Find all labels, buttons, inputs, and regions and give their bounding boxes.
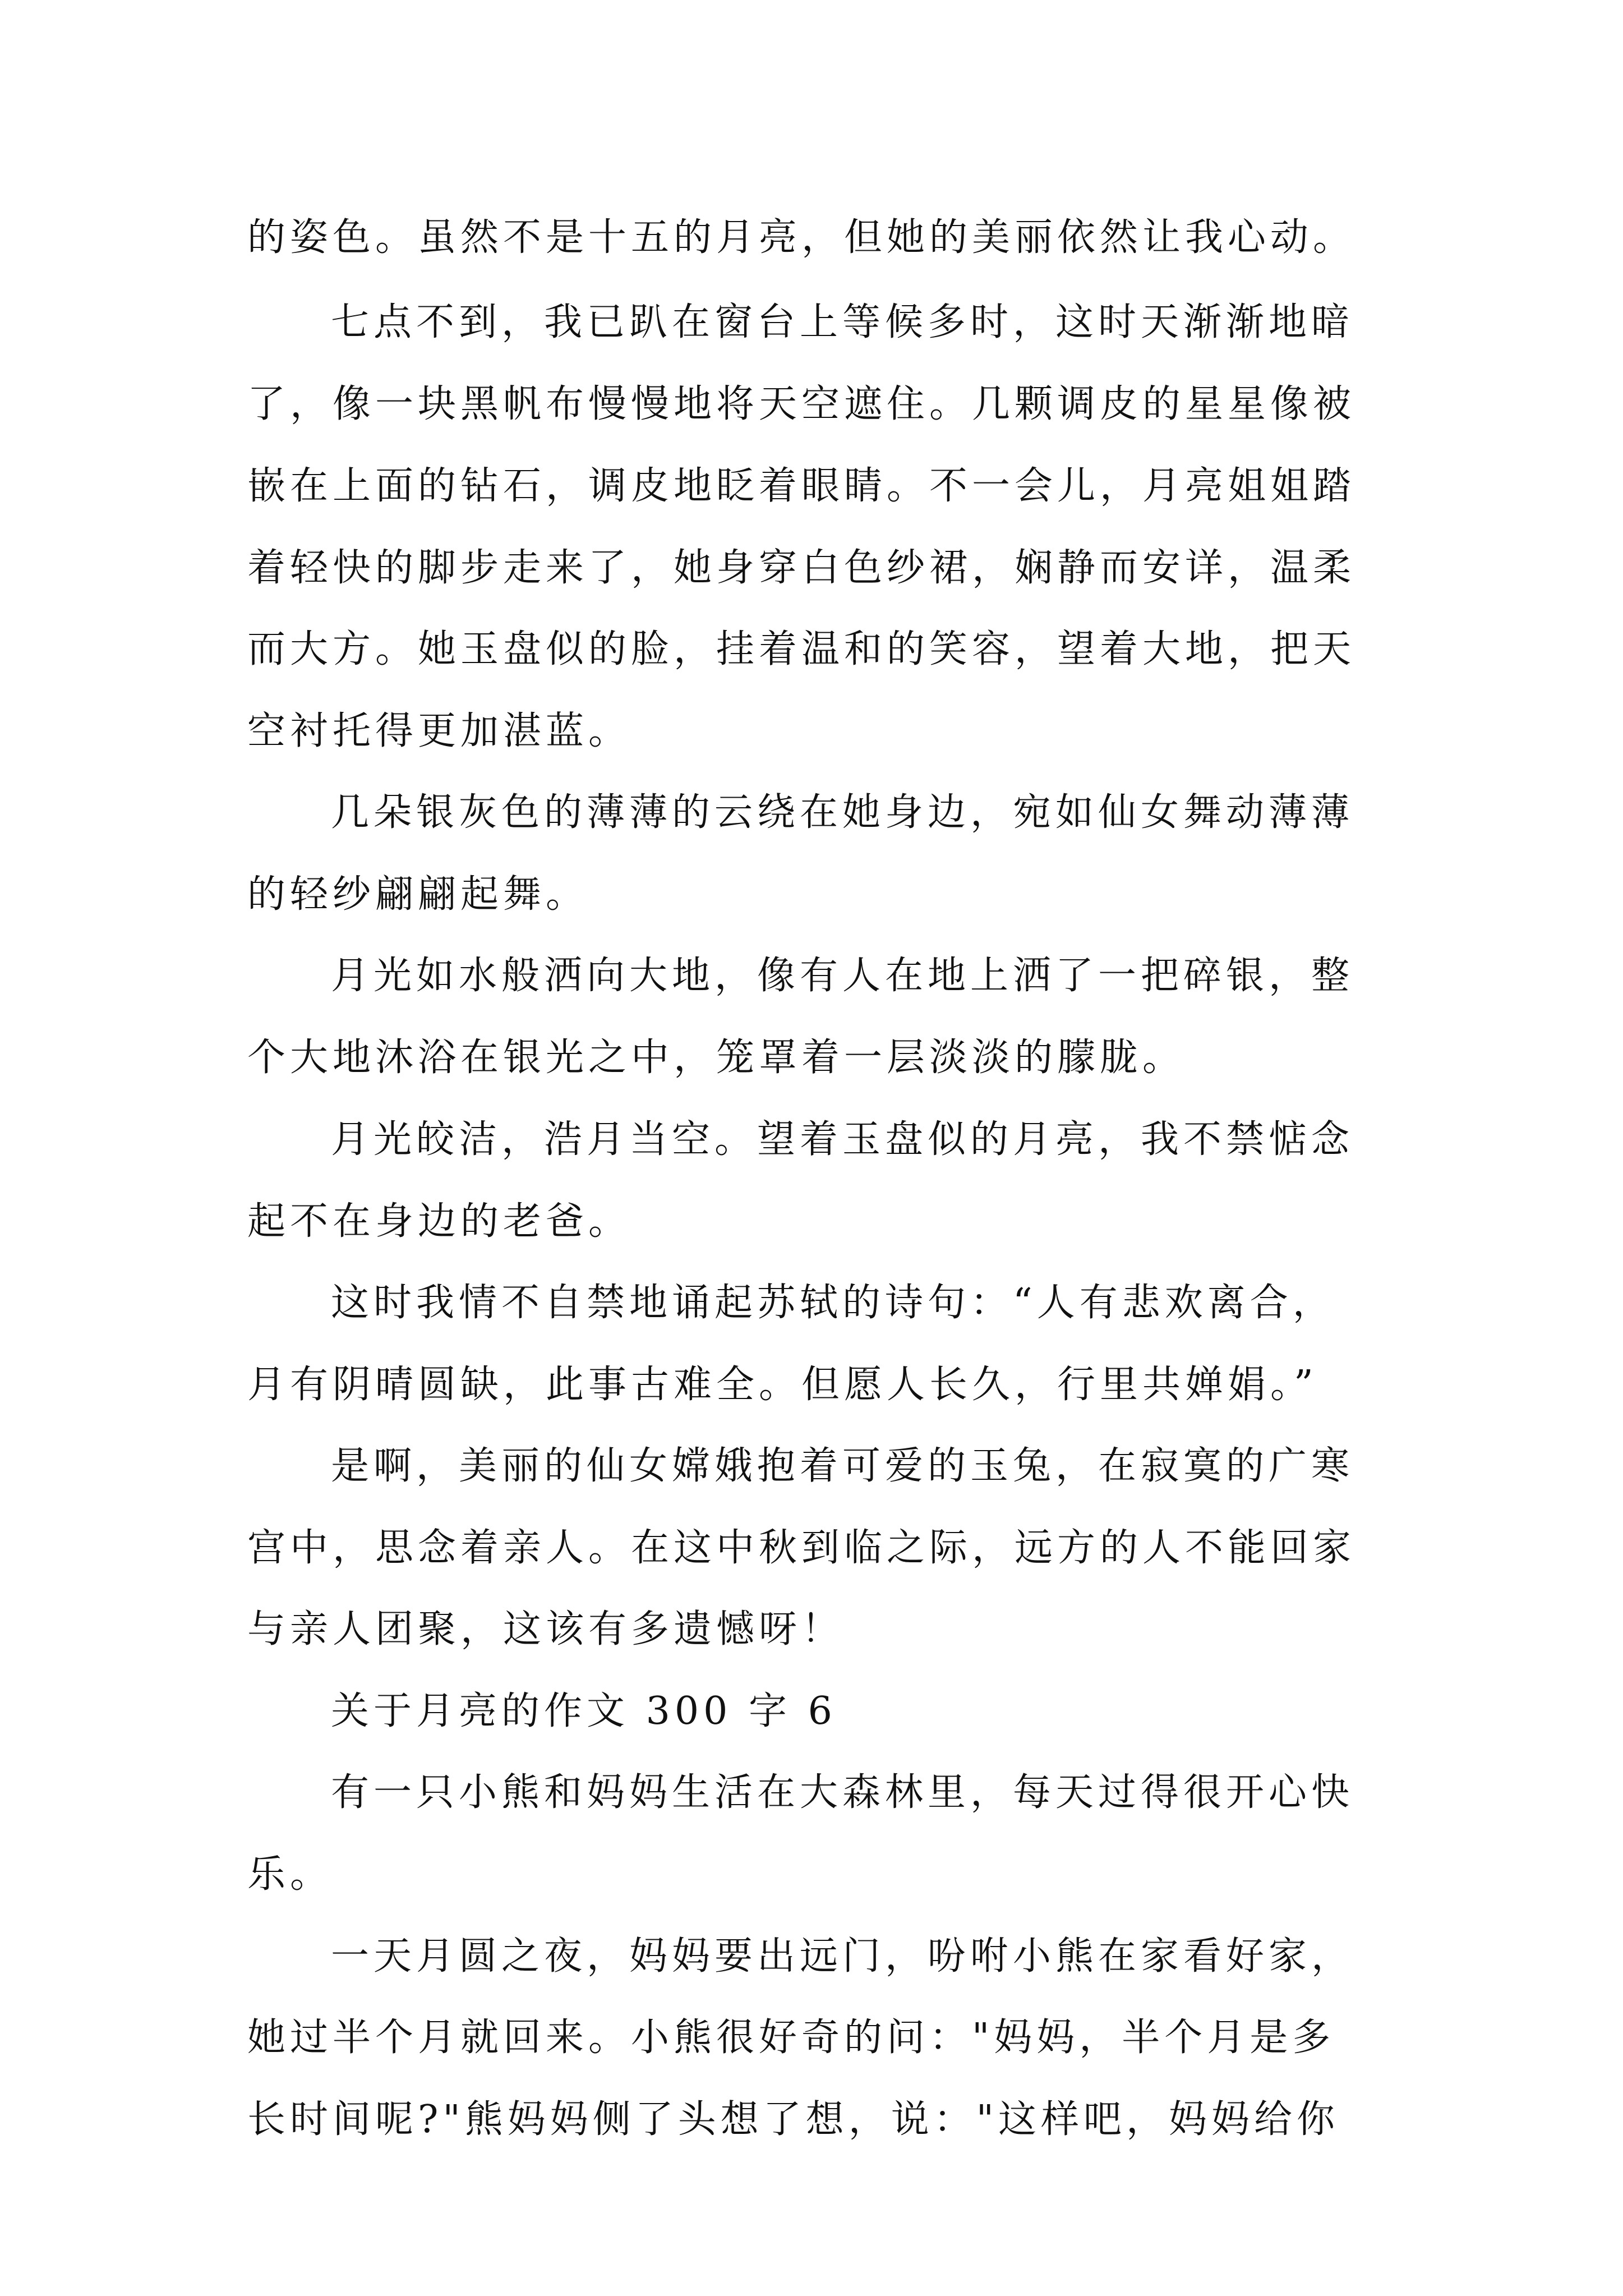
text-line-23: 她过半个月就回来。小熊很好奇的问："妈妈，半个月是多 bbox=[247, 2016, 1335, 2060]
text-line-5: 着轻快的脚步走来了，她身穿白色纱裙，娴静而安详，温柔 bbox=[247, 546, 1356, 590]
section-heading: 关于月亮的作文 300 字 6 bbox=[331, 1689, 837, 1733]
text-line-6: 而大方。她玉盘似的脸，挂着温和的笑容，望着大地，把天 bbox=[247, 627, 1356, 671]
text-line-14: 这时我情不自禁地诵起苏轼的诗句：“人有悲欢离合， bbox=[331, 1281, 1335, 1325]
text-line-13: 起不在身边的老爸。 bbox=[247, 1199, 631, 1244]
text-line-17: 宫中，思念着亲人。在这中秋到临之际，远方的人不能回家 bbox=[247, 1526, 1356, 1570]
text-line-7: 空衬托得更加湛蓝。 bbox=[247, 709, 631, 753]
text-line-11: 个大地沐浴在银光之中，笼罩着一层淡淡的朦胧。 bbox=[247, 1036, 1186, 1080]
text-line-22: 一天月圆之夜，妈妈要出远门，吩咐小熊在家看好家， bbox=[331, 1934, 1354, 1978]
text-line-21: 乐。 bbox=[247, 1852, 333, 1897]
text-line-1: 的姿色。虽然不是十五的月亮，但她的美丽依然让我心动。 bbox=[247, 215, 1356, 260]
text-line-3: 了，像一块黑帆布慢慢地将天空遮住。几颗调皮的星星像被 bbox=[247, 382, 1356, 426]
text-line-9: 的轻纱翩翩起舞。 bbox=[247, 872, 589, 917]
text-line-20: 有一只小熊和妈妈生活在大森林里，每天过得很开心快 bbox=[331, 1770, 1354, 1815]
text-line-18: 与亲人团聚，这该有多遗憾呀！ bbox=[247, 1607, 845, 1651]
text-line-4: 嵌在上面的钻石，调皮地眨着眼睛。不一会儿，月亮姐姐踏 bbox=[247, 464, 1356, 508]
text-line-24: 长时间呢?"熊妈妈侧了头想了想，说："这样吧，妈妈给你 bbox=[247, 2097, 1340, 2142]
text-line-8: 几朵银灰色的薄薄的云绕在她身边，宛如仙女舞动薄薄 bbox=[331, 790, 1354, 835]
text-line-16: 是啊，美丽的仙女嫦娥抱着可爱的玉兔，在寂寞的广寒 bbox=[331, 1444, 1354, 1488]
text-line-15: 月有阴晴圆缺，此事古难全。但愿人长久，行里共婵娟。” bbox=[247, 1363, 1318, 1407]
text-line-2: 七点不到，我已趴在窗台上等候多时，这时天渐渐地暗 bbox=[331, 300, 1354, 344]
text-line-10: 月光如水般洒向大地，像有人在地上洒了一把碎银，整 bbox=[331, 954, 1354, 998]
text-line-12: 月光皎洁，浩月当空。望着玉盘似的月亮，我不禁惦念 bbox=[331, 1117, 1354, 1162]
